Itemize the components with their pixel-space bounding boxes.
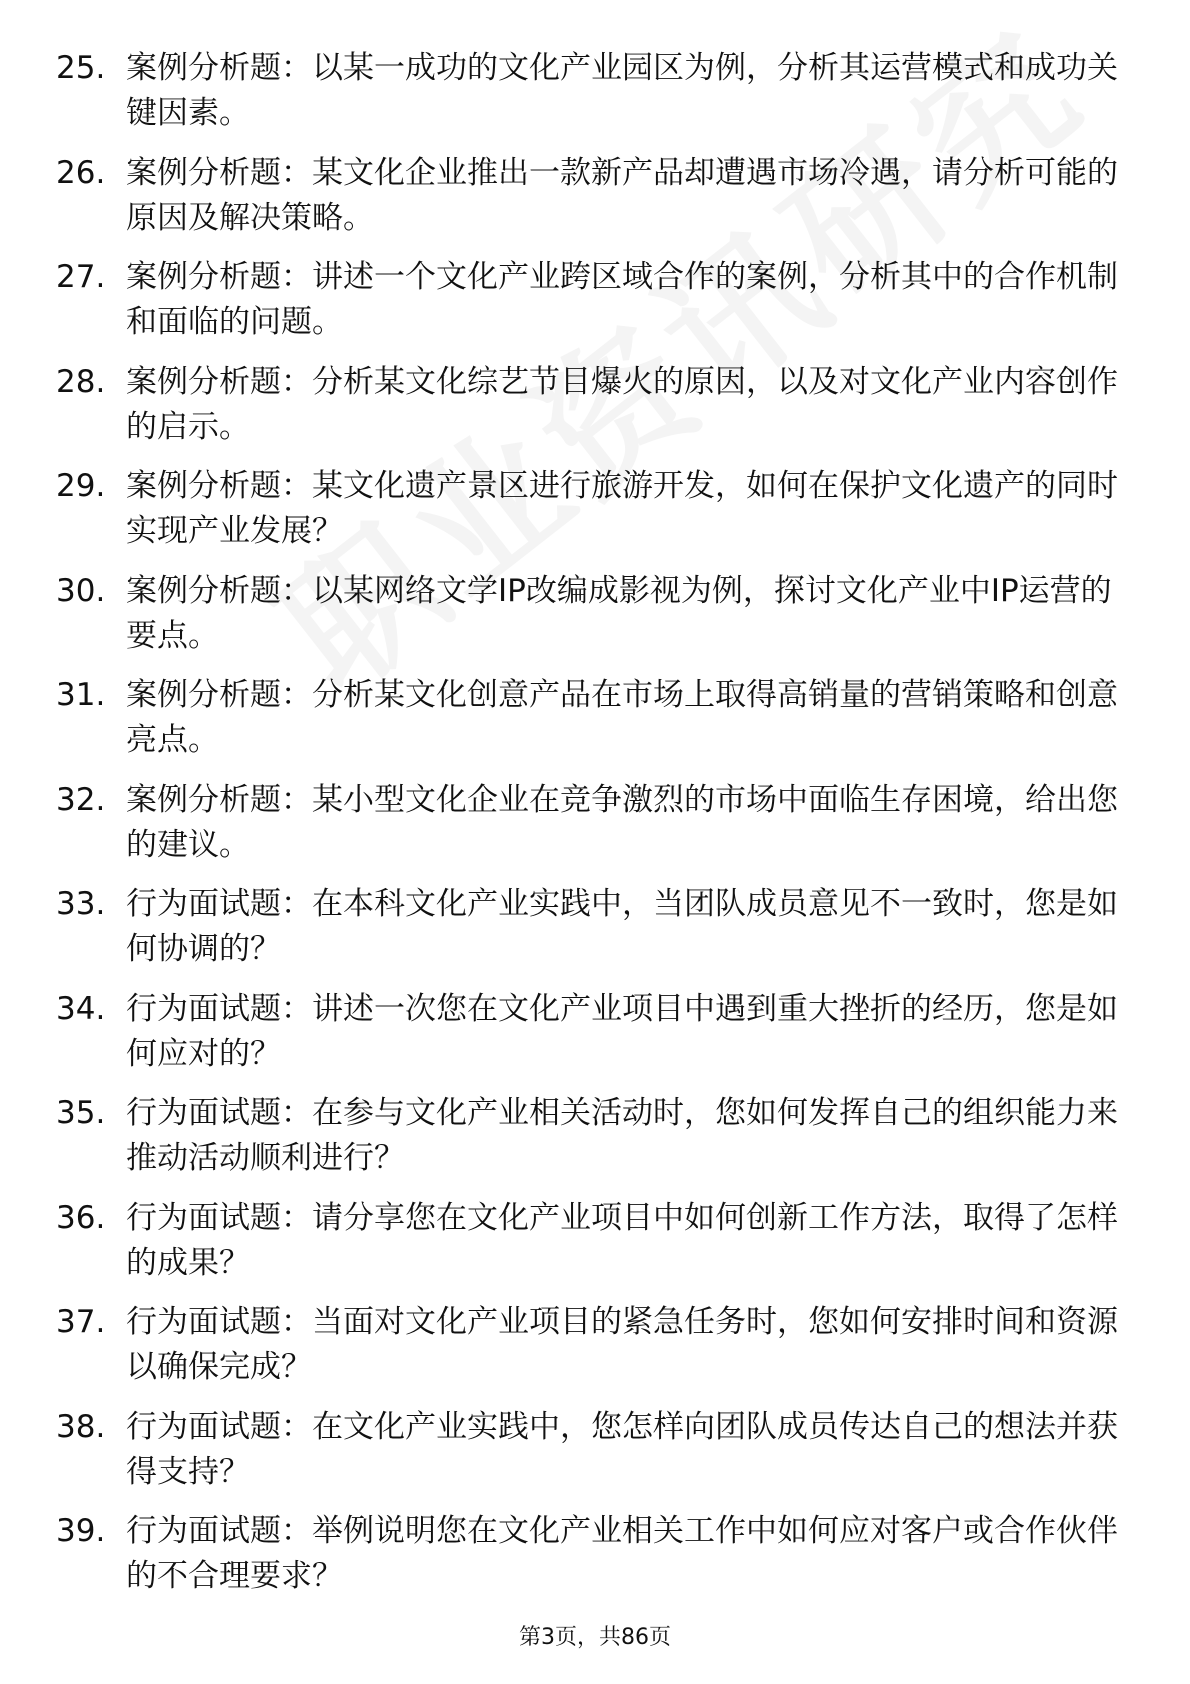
- question-item: [56, 1509, 1136, 1599]
- question-number: 34.: [56, 990, 106, 1027]
- question-text: 行为面试题：请分享您在文化产业项目中如何创新工作方法，取得了怎样的成果？: [126, 1199, 1118, 1281]
- question-number: 33.: [56, 886, 106, 922]
- question-text: 案例分析题：分析某文化创意产品在市场上取得高销量的营销策略和创意亮点。: [126, 677, 1118, 758]
- page-number: 第3页，共86页: [519, 1625, 671, 1650]
- question-text: 案例分析题：某文化遗产景区进行旅游开发，如何在保护文化遗产的同时实现产业发展？: [126, 468, 1118, 549]
- question-number: 28.: [56, 363, 106, 400]
- question-number: 26.: [56, 154, 106, 191]
- question-text: 案例分析题：讲述一个文化产业跨区域合作的案例，分析其中的合作机制和面临的问题。: [126, 259, 1118, 340]
- question-item: [56, 1091, 1136, 1181]
- question-list: [56, 46, 1136, 1614]
- question-text: 行为面试题：举例说明您在文化产业相关工作中如何应对客户或合作伙伴的不合理要求？: [126, 1513, 1118, 1594]
- question-number: 25.: [56, 50, 106, 86]
- question-text: 行为面试题：讲述一次您在文化产业项目中遇到重大挫折的经历，您是如何应对的？: [126, 990, 1118, 1072]
- question-item: [56, 255, 1136, 345]
- question-item: [56, 673, 1136, 763]
- question-item: [56, 46, 1136, 136]
- question-item: [56, 569, 1136, 659]
- question-text: 案例分析题：某文化企业推出一款新产品却遭遇市场冷遇，请分析可能的原因及解决策略。: [126, 154, 1118, 236]
- question-number: 27.: [56, 259, 106, 295]
- question-item: [56, 1196, 1136, 1286]
- question-text: 行为面试题：在本科文化产业实践中，当团队成员意见不一致时，您是如何协调的？: [126, 886, 1118, 967]
- question-item: [56, 778, 1136, 868]
- page-footer: [0, 1620, 1190, 1651]
- question-item: [56, 360, 1136, 450]
- question-item: [56, 1405, 1136, 1495]
- question-number: 31.: [56, 677, 106, 713]
- question-number: 29.: [56, 468, 106, 504]
- question-item: [56, 882, 1136, 972]
- question-text: 案例分析题：某小型文化企业在竞争激烈的市场中面临生存困境，给出您的建议。: [126, 781, 1118, 863]
- question-item: [56, 151, 1136, 241]
- question-item: [56, 987, 1136, 1077]
- question-number: 32.: [56, 781, 106, 818]
- question-text: 行为面试题：当面对文化产业项目的紧急任务时，您如何安排时间和资源以确保完成？: [126, 1304, 1118, 1385]
- question-text: 案例分析题：分析某文化综艺节目爆火的原因，以及对文化产业内容创作的启示。: [126, 363, 1118, 445]
- question-item: [56, 1300, 1136, 1390]
- question-text: 案例分析题：以某网络文学IP改编成影视为例，探讨文化产业中IP运营的要点。: [126, 572, 1112, 654]
- question-text: 案例分析题：以某一成功的文化产业园区为例，分析其运营模式和成功关键因素。: [126, 50, 1118, 131]
- question-number: 37.: [56, 1304, 106, 1340]
- question-number: 35.: [56, 1095, 106, 1131]
- question-text: 行为面试题：在文化产业实践中，您怎样向团队成员传达自己的想法并获得支持？: [126, 1408, 1118, 1490]
- question-number: 30.: [56, 572, 106, 609]
- question-text: 行为面试题：在参与文化产业相关活动时，您如何发挥自己的组织能力来推动活动顺利进行？: [126, 1095, 1118, 1176]
- question-item: [56, 464, 1136, 554]
- question-number: 36.: [56, 1199, 106, 1236]
- question-number: 38.: [56, 1408, 106, 1445]
- question-number: 39.: [56, 1513, 106, 1549]
